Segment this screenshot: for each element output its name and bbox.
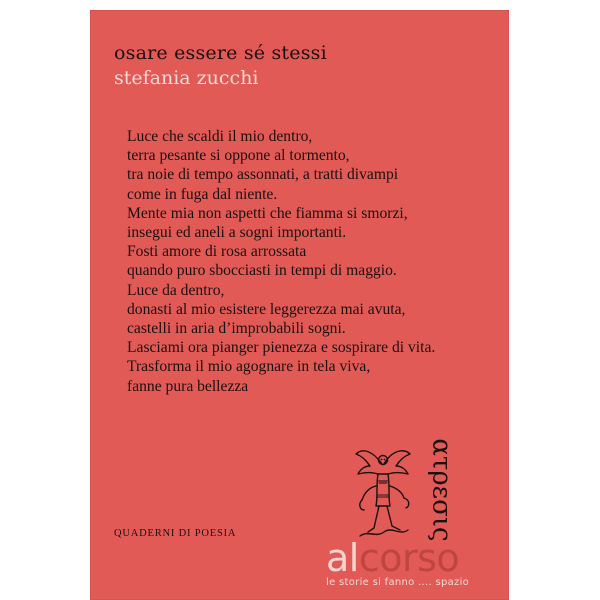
poem-line: Fosti amore di rosa arrossata xyxy=(127,243,307,261)
winged-figure-emblem-icon xyxy=(352,440,414,540)
poem-text xyxy=(127,127,435,396)
poem-line: insegui ed aneli a sogni importanti. xyxy=(127,224,347,242)
publisher-logo-corso: corso xyxy=(358,536,460,580)
vertical-series-mark xyxy=(425,440,459,540)
book-author: stefania zucchi xyxy=(114,67,259,89)
poem-line: Luce da dentro, xyxy=(127,281,225,299)
poem-line: terra pesante si oppone al tormento, xyxy=(127,147,350,165)
vertical-word-text: ατρεσις xyxy=(427,438,458,542)
poem-line: tra noie di tempo assonnati, a tratti divampi xyxy=(127,166,399,184)
series-label: QUADERNI DI POESIA xyxy=(114,528,237,539)
publisher-logo xyxy=(326,538,459,578)
publisher-logo-al: al xyxy=(326,536,359,580)
book-cover xyxy=(90,10,509,600)
poem-line: donasti al mio esistere leggerezza mai avuta, xyxy=(127,300,406,318)
poem-line: quando puro sbocciasti in tempi di maggio. xyxy=(127,262,397,280)
poem-line: castelli in aria d’improbabili sogni. xyxy=(127,320,346,338)
poem-line: come in fuga dal niente. xyxy=(127,185,278,203)
publisher-tagline: le storie si fanno .... spazio xyxy=(326,577,470,588)
book-title: osare essere sé stessi xyxy=(114,42,327,64)
poem-line: Lasciami ora pianger pienezza e sospirare di vita. xyxy=(127,339,436,357)
poem-line: Luce che scaldi il mio dentro, xyxy=(127,128,313,145)
poem-line: fanne pura bellezza xyxy=(127,377,249,395)
poem-line: Mente mia non aspetti che fiamma si smorzi, xyxy=(127,204,408,222)
poem-line: Trasforma il mio agognare in tela viva, xyxy=(127,358,371,376)
